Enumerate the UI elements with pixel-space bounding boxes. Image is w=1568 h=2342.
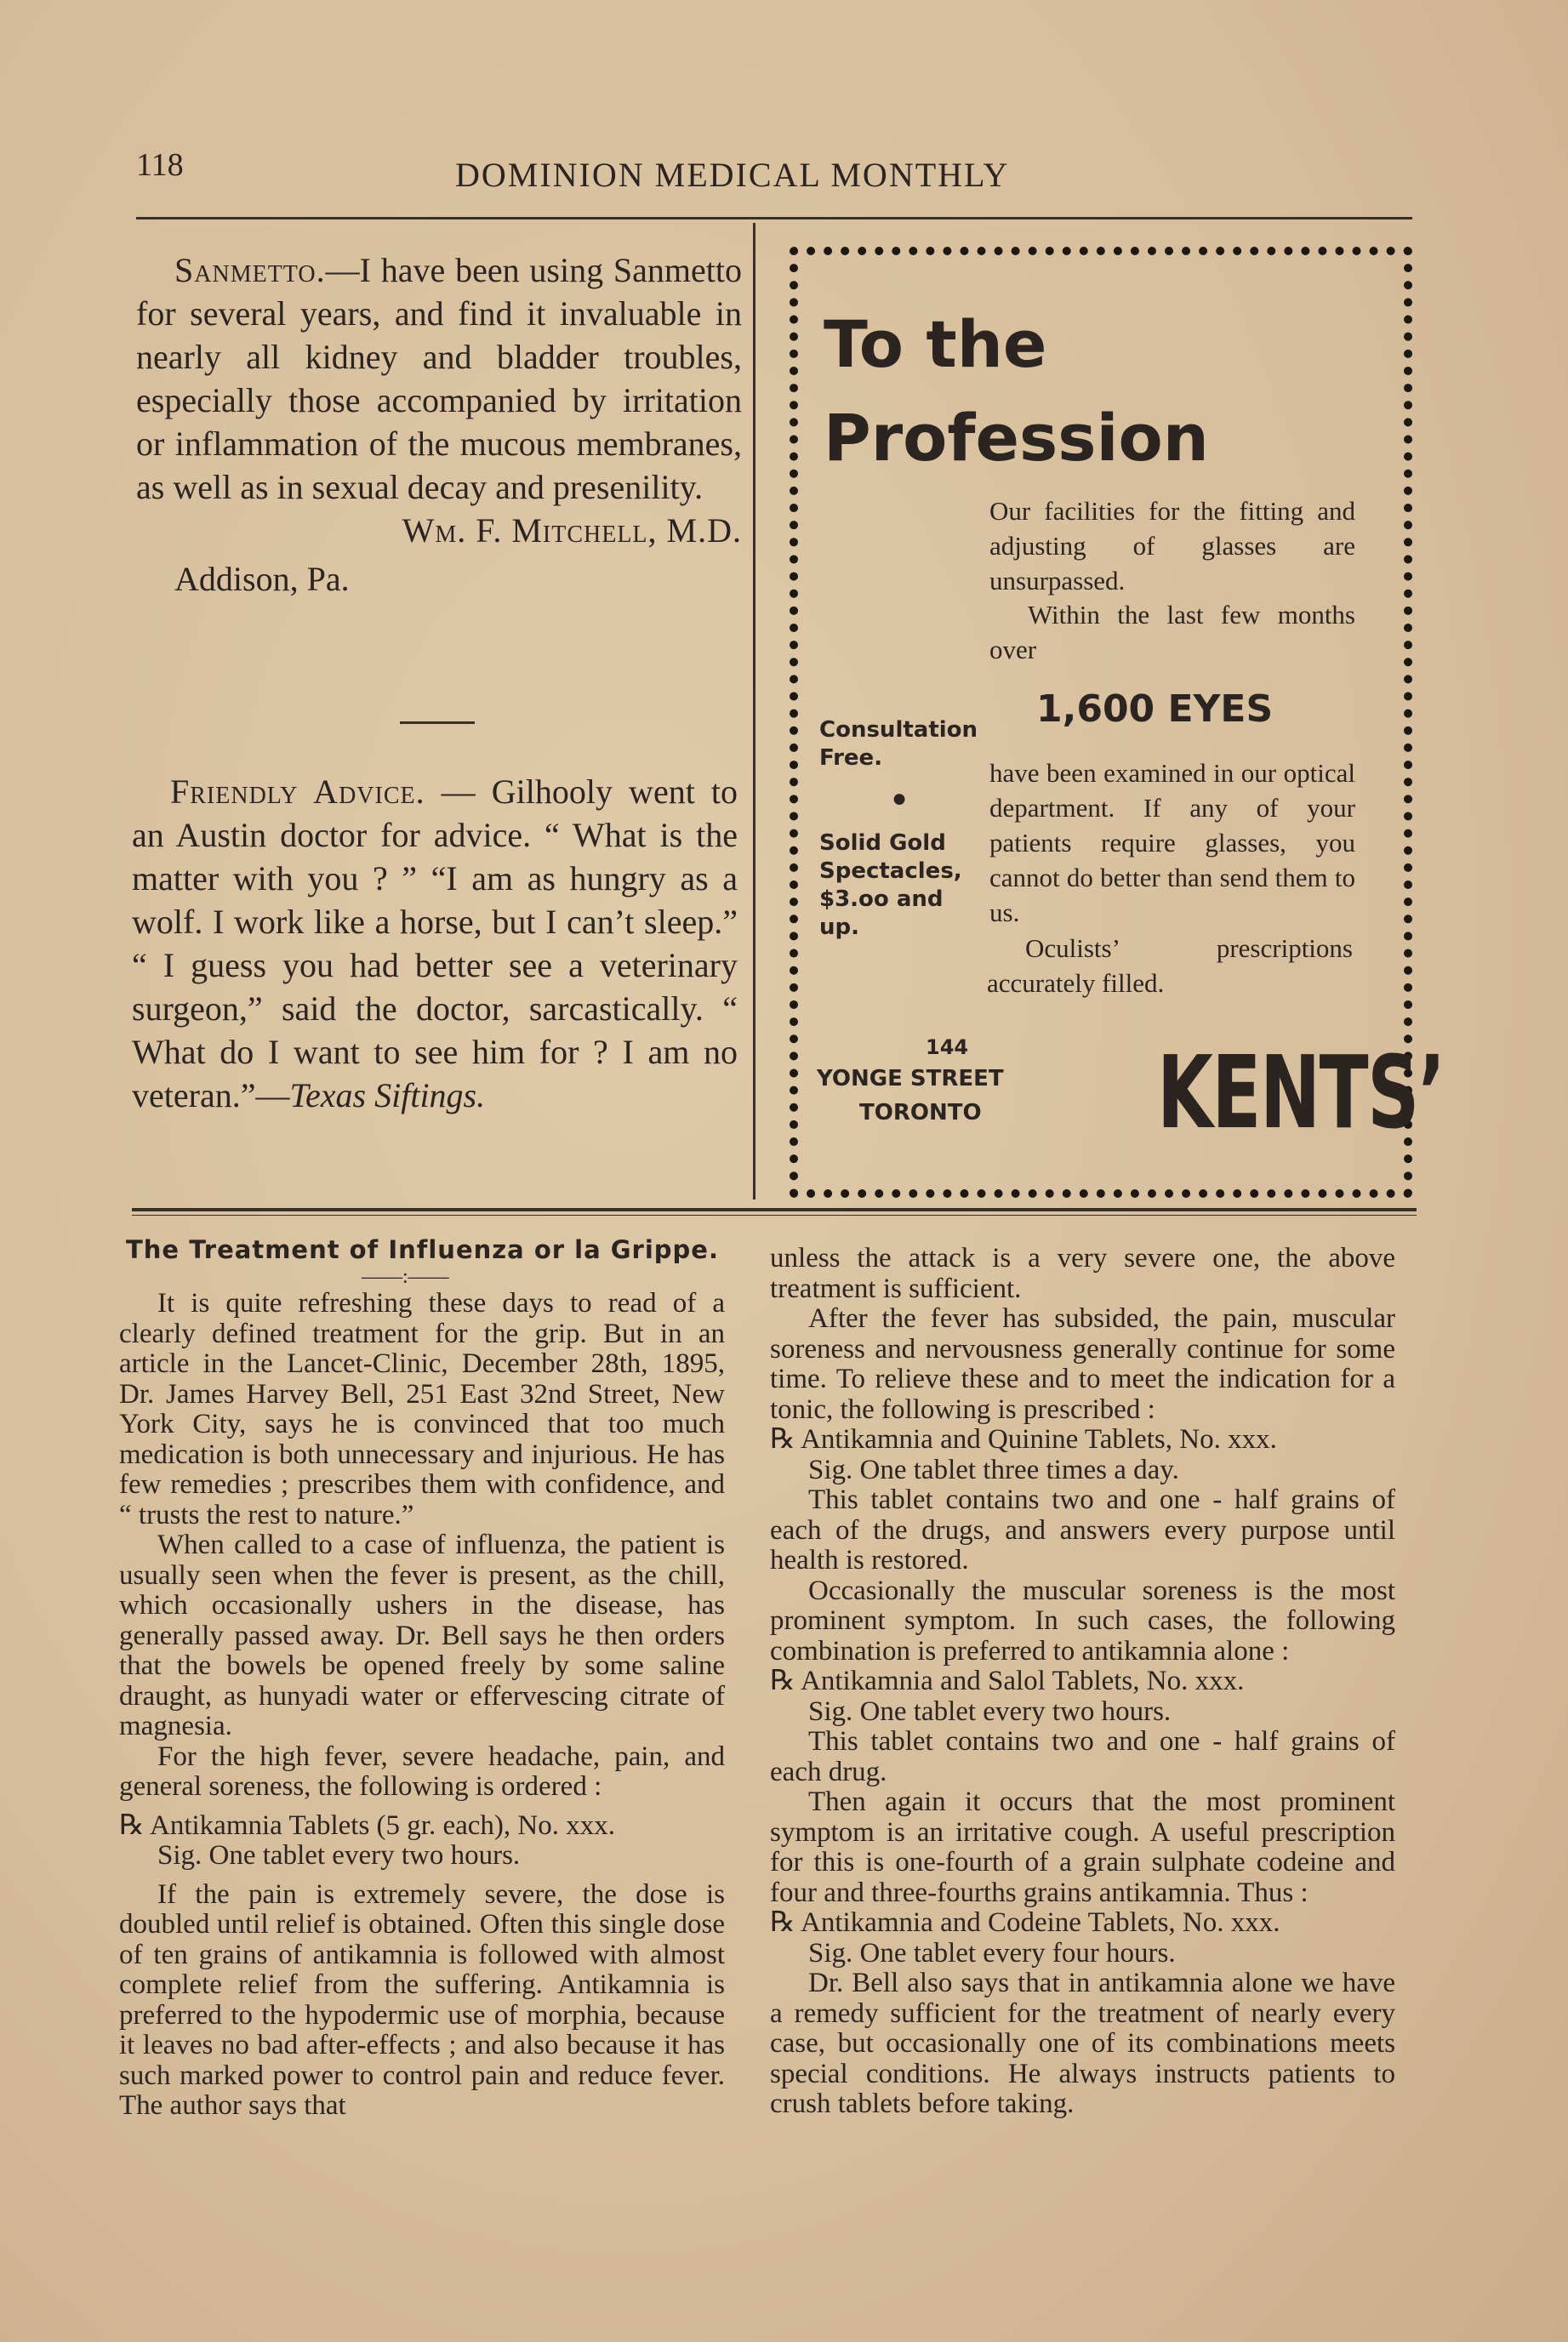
right-para-6: Then again it occurs that the most prominent symptom is an irritative cough. A useful prescription for this is one-fourth of a grain sulphate codeine and four and three-fourths grains antikamnia. Thus : [770, 1786, 1395, 1908]
right-para-5: This tablet contains two and one - half grains of each drug. [770, 1726, 1395, 1787]
ad-eyes: 1,600 EYES [1036, 687, 1274, 731]
ad-address-number: 144 [926, 1035, 969, 1059]
right-para-4: Occasionally the muscular soreness is the most prominent symptom. In such cases, the following combination is preferred to antikamnia alone : [770, 1575, 1395, 1667]
sanmetto-text: —I have been using Sanmetto for several years, and find it invaluable in nearly all kidney and bladder troubles, especially those accompanied by irritation or inflammation of the mucous membranes, as well as in sexual decay and presenility. [136, 251, 742, 506]
sanmetto-lead: Sanmetto. [174, 251, 326, 289]
ad-para2: Within the last few months over [989, 600, 1355, 664]
left-para-3: For the high fever, severe headache, pain, and general soreness, the following is ordered : [119, 1741, 725, 1802]
sig-2: Sig. One tablet three times a day. [808, 1454, 1179, 1485]
column-divider [753, 223, 755, 1199]
sig-1: Sig. One tablet every two hours. [157, 1840, 521, 1871]
sanmetto-block [136, 248, 742, 601]
ad-para1: Our facilities for the fitting and adjusting of glasses are unsurpassed. [989, 496, 1355, 595]
friendly-text: — Gilhooly went to an Austin doctor for advice. “ What is the matter with you ? ” “I am as hungry as a wolf. I work like a horse, but I can’t sleep.” “ I guess you had better see a veterinary surgeon,” said the doctor, sarcastically. “ What do I want to see him for ? I am no veteran.”— [132, 772, 738, 1114]
left-para-1: It is quite refreshing these days to read of a clearly defined treatment for the grip. But in an article in the Lancet-Clinic, December 28th, 1895, Dr. James Harvey Bell, 251 East 32nd Street, New York City, says he is convinced that too much medication is both unnecessary and injurious. He has few remedies ; prescribes them with confidence, and “ trusts the rest to nature.” [119, 1288, 725, 1530]
sig-3: Sig. One tablet every two hours. [808, 1695, 1172, 1727]
ad-heading-line1: To the [824, 306, 1047, 382]
left-para-2: When called to a case of influenza, the patient is usually seen when the fever is present, as the chill, which occasionally ushers in the disease, has generally passed away. Dr. Bell says he then orders that the bowels be opened freely by some saline draught, as hunyadi water or effervescing citrate of magnesia. [119, 1530, 725, 1741]
header-rule [136, 217, 1412, 219]
page-number: 118 [136, 147, 184, 183]
ad-side-spectacles: Solid Gold Spectacles, $3.oo and up. [819, 830, 962, 940]
right-para-3: This tablet contains two and one - half grains of each of the drugs, and answers every purpose until health is restored. [770, 1484, 1395, 1576]
sanmetto-place: Addison, Pa. [174, 560, 350, 598]
article-title: The Treatment of Influenza or la Grippe. [126, 1235, 719, 1264]
rx-1: ℞ Antikamnia Tablets (5 gr. each), No. xxx. [119, 1809, 615, 1841]
right-para-2: After the fever has subsided, the pain, muscular soreness and nervousness generally continue for some time. To relieve these and to meet the indication for a tonic, the following is prescribed : [770, 1303, 1395, 1425]
right-para-7: Dr. Bell also says that in antikamnia alone we have a remedy sufficient for the treatment of nearly every case, but occasionally one of its combinations meets special conditions. He always instructs patients to crush tablets before taking. [770, 1968, 1395, 2119]
section-rule [132, 1208, 1417, 1211]
short-divider [400, 721, 475, 724]
friendly-source: Texas Siftings. [289, 1076, 486, 1114]
right-para-1: unless the attack is a very severe one, the above treatment is sufficient. [770, 1243, 1395, 1304]
article-right-column [770, 1244, 1395, 2120]
sanmetto-signature: Wm. F. Mitchell, M.D. [402, 511, 742, 550]
ad-para3: have been examined in our optical department. If any of your patients require glasses, you cannot do better than send them to us. [989, 758, 1355, 927]
kents-logo: KENTS’ [1157, 1034, 1445, 1151]
article-left-column [119, 1289, 725, 2122]
article-divider: ——:—— [362, 1266, 449, 1288]
ad-address-city: TORONTO [859, 1100, 982, 1125]
ad-heading-line2: Profession [824, 400, 1209, 476]
rx-3: ℞ Antikamnia and Salol Tablets, No. xxx. [770, 1666, 1245, 1696]
ad-address-street: YONGE STREET [817, 1066, 1004, 1091]
section-rule-thin [132, 1215, 1417, 1216]
sig-4: Sig. One tablet every four hours. [808, 1937, 1176, 1969]
friendly-lead: Friendly Advice. [170, 772, 425, 811]
journal-title: DOMINION MEDICAL MONTHLY [455, 156, 1010, 194]
rx-4: ℞ Antikamnia and Codeine Tablets, No. xxx. [770, 1907, 1280, 1938]
bullet-icon: ● [892, 784, 908, 812]
ad-side-consultation: Consultation Free. [819, 717, 978, 771]
rx-2: ℞ Antikamnia and Quinine Tablets, No. xxx. [770, 1424, 1277, 1455]
friendly-advice-block [132, 770, 738, 1117]
left-para-4: If the pain is extremely severe, the dose is doubled until relief is obtained. Often this single dose of ten grains of antikamnia is followed with almost complete relief from the suffering. Antikamnia is preferred to the hypodermic use of morphia, because it leaves no bad after-effects ; and also because it has such marked power to control pain and reduce fever. The author says that [119, 1878, 725, 2121]
ad-para4: Oculists’ prescriptions accurately filled. [987, 933, 1353, 998]
